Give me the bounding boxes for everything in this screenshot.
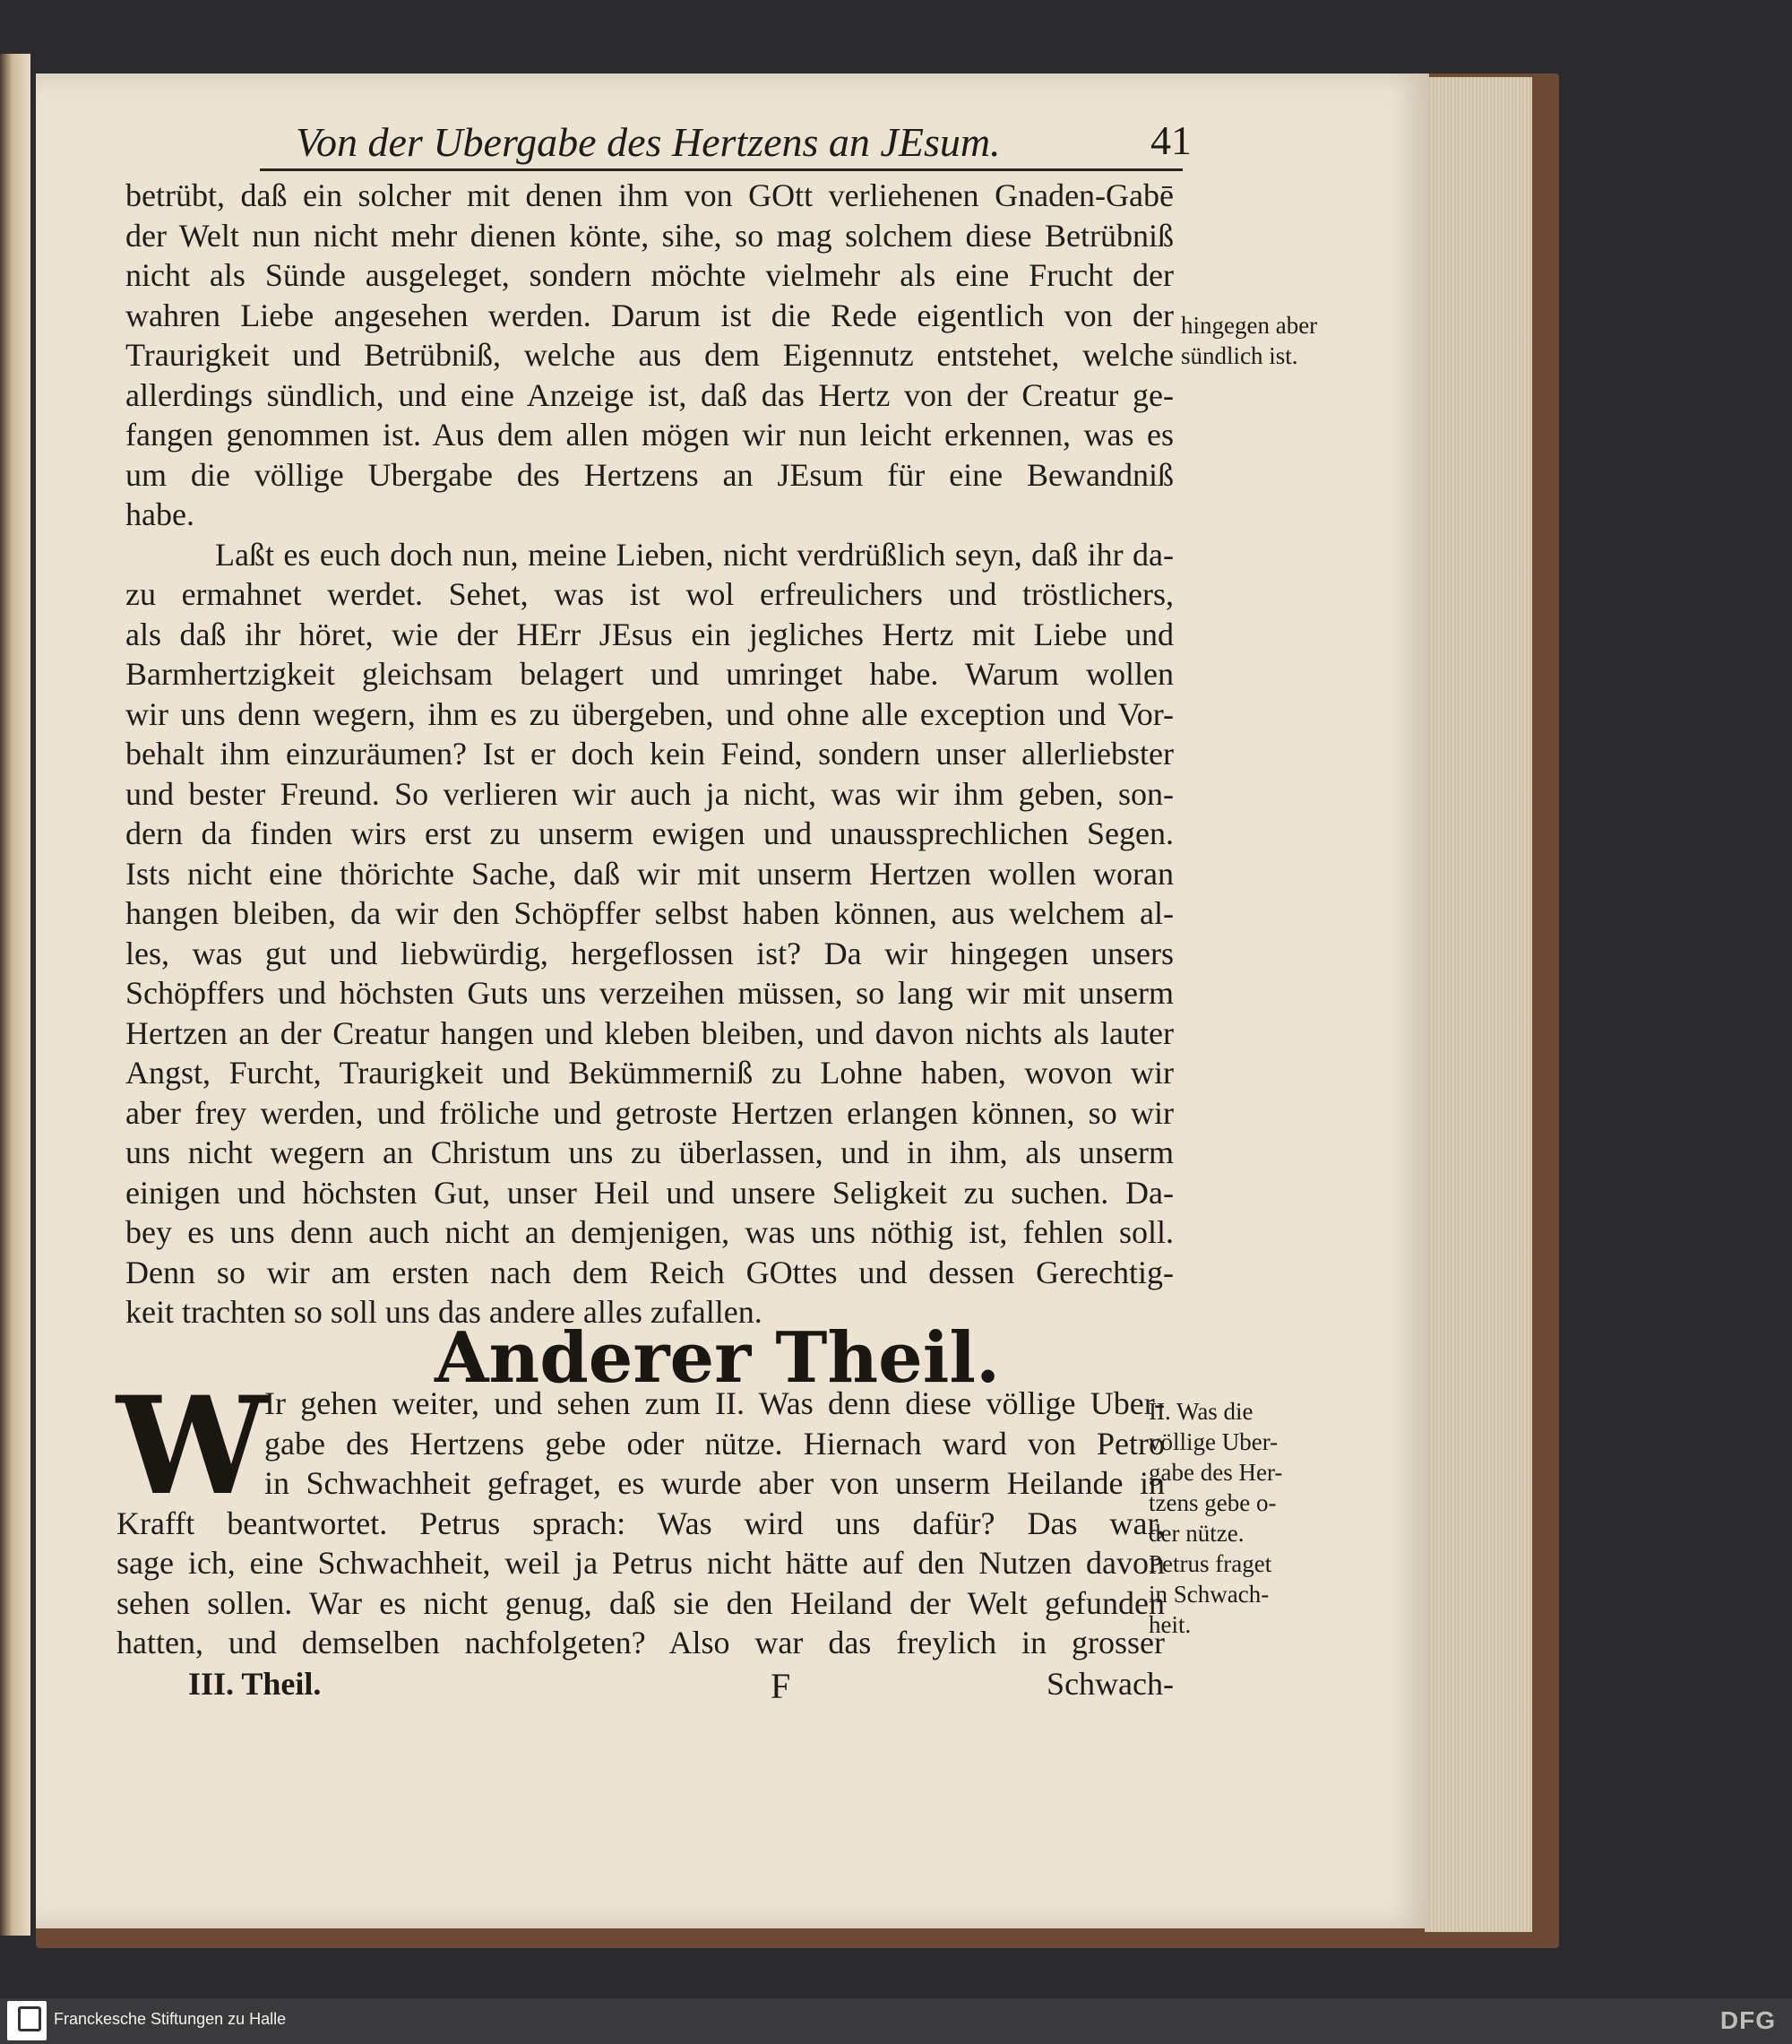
text-line: Angst, Furcht, Traurigkeit und Bekümmerniß zu Lohne haben, wovon wir <box>125 1055 1174 1091</box>
page-footer-row <box>188 1665 1174 1710</box>
margin-note-line: Petrus fraget <box>1149 1550 1272 1577</box>
text-line: Krafft beantwortet. Petrus sprach: Was wird uns dafür? Das war, <box>116 1505 1165 1541</box>
text-line: hatten, und demselben nachfolgeten? Also war das freylich in grosser <box>116 1625 1165 1660</box>
text-line: behalt ihm einzuräumen? Ist er doch kein Feind, sondern unser allerliebster <box>125 736 1174 772</box>
text-line: Schöpffers und höchsten Guts uns verzeihen müssen, so lang wir mit unserm <box>125 975 1174 1011</box>
text-line: einigen und höchsten Gut, unser Heil und unsere Seligkeit zu suchen. Da- <box>125 1174 1174 1211</box>
text-line: dern da finden wirs erst zu unserm ewigen und unaussprechlichen Segen. <box>125 815 1174 851</box>
text-line: sehen sollen. War es nicht genug, daß sie den Heiland der Welt gefunden <box>116 1584 1165 1621</box>
text-line: habe. <box>125 496 194 532</box>
running-title: Von der Ubergabe des Hertzens an JEsum. <box>296 119 1001 165</box>
text-line: nicht als Sünde ausgeleget, sondern möchte vielmehr als eine Frucht der <box>125 257 1174 293</box>
text-line: als daß ihr höret, wie der HErr JEsus ein jegliches Hertz mit Liebe und <box>125 616 1174 652</box>
gathering-mark: F <box>771 1666 791 1706</box>
viewer-footer-bar <box>0 1998 1792 2044</box>
dfg-logo[interactable]: DFG <box>1719 2006 1776 2034</box>
text-line: sage ich, eine Schwachheit, weil ja Petrus nicht hätte auf den Nutzen davon <box>116 1545 1165 1581</box>
text-line: Denn so wir am ersten nach dem Reich GOttes und dessen Gerechtig- <box>125 1254 1174 1290</box>
text-line: bey es uns denn auch nicht an demjenigen, was uns nöthig ist, fehlen soll. <box>125 1214 1174 1250</box>
page-header <box>260 115 1192 171</box>
text-line: Ir gehen weiter, und sehen zum II. Was denn diese völlige Uber- <box>264 1385 1165 1421</box>
margin-note-line: II. Was die <box>1149 1398 1254 1425</box>
institution-logo-icon[interactable] <box>7 2001 47 2040</box>
text-line: hangen bleiben, da wir den Schöpffer selbst haben können, aus welchem al- <box>125 895 1174 931</box>
text-line: keit trachten so soll uns das andere alles zufallen. <box>125 1294 762 1330</box>
previous-page-edge <box>0 54 30 1936</box>
institution-name[interactable]: Franckesche Stiftungen zu Halle <box>54 2010 287 2028</box>
text-line: Hertzen an der Creatur hangen und kleben bleiben, und davon nichts als lauter <box>125 1014 1174 1051</box>
margin-note-line: völlige Uber- <box>1149 1428 1279 1455</box>
signature-mark: III. Theil. <box>188 1666 322 1702</box>
drop-cap-initial: W <box>116 1367 268 1525</box>
margin-note-line: sündlich ist. <box>1181 342 1298 369</box>
text-line: fangen genommen ist. Aus dem allen mögen wir nun leicht erkennen, was es <box>125 417 1174 453</box>
text-line: wir uns denn wegern, ihm es zu übergeben, und ohne alle exception und Vor- <box>125 695 1174 732</box>
margin-note-1 <box>1181 310 1333 371</box>
text-line: um die völlige Ubergabe des Hertzens an JEsum für eine Bewandniß <box>125 456 1174 493</box>
main-text-block <box>125 176 1174 1332</box>
margin-note-2 <box>1149 1396 1328 1640</box>
text-line: der Welt nun nicht mehr dienen könte, sihe, so mag solchem diese Betrübniß <box>125 217 1174 254</box>
text-line: uns nicht wegern an Christum uns zu überlassen, und in ihm, als unserm <box>125 1134 1174 1170</box>
text-line: Ists nicht eine thörichte Sache, daß wir mit unserm Hertzen wollen woran <box>125 855 1174 892</box>
catchword: Schwach- <box>1047 1666 1174 1702</box>
margin-note-line: der nütze. <box>1149 1520 1245 1547</box>
text-line: wahren Liebe angesehen werden. Darum ist die Rede eigentlich von der <box>125 297 1174 333</box>
margin-note-line: heit. <box>1149 1611 1192 1638</box>
margin-note-line: hingegen aber <box>1181 312 1318 339</box>
text-line: allerdings sündlich, und eine Anzeige ist, daß das Hertz von der Creatur ge- <box>125 376 1174 413</box>
margin-note-line: tzens gebe o- <box>1149 1489 1277 1516</box>
section-title: Anderer Theil. <box>435 1317 1001 1399</box>
page-edges <box>1425 77 1532 1932</box>
text-line: in Schwachheit gefraget, es wurde aber von unserm Heilande in <box>264 1465 1165 1501</box>
text-line: betrübt, daß ein solcher mit denen ihm von GOtt verliehenen Gnaden-Gabē <box>125 177 1174 213</box>
section-text-block <box>116 1367 1165 1663</box>
page-number: 41 <box>1150 117 1192 163</box>
text-line: gabe des Hertzens gebe oder nütze. Hiernach ward von Petro <box>264 1425 1165 1462</box>
text-line: Barmhertzigkeit gleichsam belagert und umringet habe. Warum wollen <box>125 656 1174 692</box>
text-line: les, was gut und liebwürdig, hergeflossen ist? Da wir hingegen unsers <box>125 935 1174 971</box>
text-line: zu ermahnet werdet. Sehet, was ist wol erfreulichers und tröstlichers, <box>125 576 1174 612</box>
text-line: und bester Freund. So verlieren wir auch ja nicht, was wir ihm geben, son- <box>125 775 1174 812</box>
text-line: Traurigkeit und Betrübniß, welche aus dem Eigennutz entstehet, welche <box>125 337 1174 373</box>
margin-note-line: in Schwach- <box>1149 1581 1270 1608</box>
margin-note-line: gabe des Her- <box>1149 1459 1283 1486</box>
text-line: Laßt es euch doch nun, meine Lieben, nicht verdrüßlich seyn, daß ihr da- <box>215 536 1174 573</box>
text-line: aber frey werden, und fröliche und getroste Hertzen erlangen können, so wir <box>125 1094 1174 1131</box>
